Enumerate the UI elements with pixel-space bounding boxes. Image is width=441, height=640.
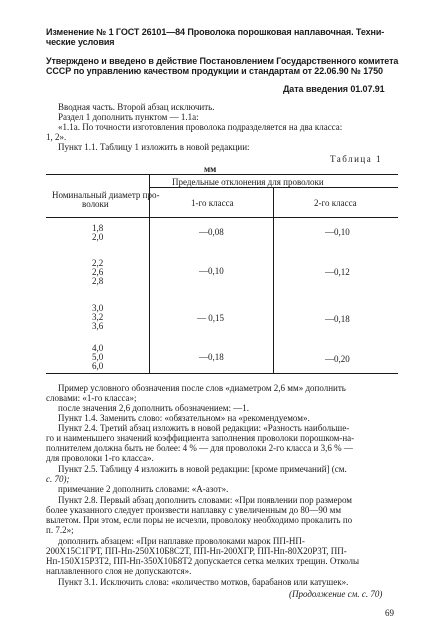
table-rule — [46, 373, 398, 374]
intro-line: «1.1а. По точности изготовления проволока подразделяется на два класса: — [58, 122, 343, 132]
table-cell-diameter: 2,8 — [92, 276, 104, 286]
approval-line1: Утверждено и введено в действие Постановлением Государственного комитета — [46, 56, 399, 66]
table-cell-class1: — 0,15 — [197, 313, 224, 323]
col-header-class2: 2-го класса — [314, 198, 357, 208]
body-line: Пункт 3.1. Исключить слова: «количество мотков, барабанов или катушек». — [58, 577, 349, 587]
page-number: 69 — [385, 608, 394, 618]
table-rule — [149, 174, 150, 373]
body-line: для проволоки 1-го класса». — [46, 453, 154, 463]
table-cell-class1: —0,08 — [199, 227, 224, 237]
body-line: Пример условного обозначения после слов «диаметром 2,6 мм» дополнить — [58, 383, 346, 393]
body-line: вылетом. При этом, если поры не исчезли, проволоку необходимо прокалить по — [46, 515, 353, 525]
group-header: Предельные отклонения для проволоки — [172, 177, 324, 187]
body-line: полнителем должна быть не более: 4 % — для проволоки 2-го класса и 3,6 % — — [46, 443, 353, 453]
table-cell-class1: —0,10 — [199, 266, 224, 276]
intro-line: Раздел 1 дополнить пунктом — 1.1а: — [58, 112, 199, 122]
table-cell-class2: —0,20 — [325, 354, 350, 364]
col-header-diameter: волоки — [82, 199, 109, 209]
body-line: более указанного следует произвести наплавку с увеличенным до 80—90 мм — [46, 505, 342, 515]
table-cell-class2: —0,12 — [325, 267, 350, 277]
approval-line2: СССР по управлению качеством продукции и стандартам от 22.06.90 № 1750 — [46, 66, 383, 76]
table-cell-diameter: 1,8 — [92, 223, 104, 233]
table-caption: Таблица 1 — [330, 154, 382, 164]
header-title-line1: Изменение № 1 ГОСТ 26101—84 Проволока порошковая наплавочная. Техни- — [46, 27, 385, 37]
body-line: после значения 2,6 дополнить обозначением: —1. — [58, 403, 249, 413]
table-cell-diameter: 4,0 — [92, 343, 104, 353]
body-line: Нп-150Х15Р3Т2, ПП-Нп-350Х10Б8Т2 допускается сетка мелких трещин. Отколы — [46, 556, 360, 566]
table-cell-diameter: 3,2 — [92, 312, 104, 322]
body-line: п. 7.2»; — [46, 525, 74, 535]
table-cell-diameter: 2,2 — [92, 258, 104, 268]
body-line: словами: «1-го класса»; — [46, 393, 137, 403]
table-cell-class2: —0,18 — [325, 314, 350, 324]
body-line: го и наименьшего значений коэффициента заполнения проволоки порошком-на- — [46, 433, 355, 443]
body-line: примечание 2 дополнить словами: «А-азот». — [58, 484, 229, 494]
header-title-line2: ческие условия — [46, 37, 115, 47]
col-header-diameter: Номинальный диаметр про- — [52, 190, 160, 200]
continuation-note: (Продолжение см. с. 70) — [289, 589, 383, 599]
intro-line: 1, 2». — [46, 132, 67, 142]
intro-line: Пункт 1.1. Таблицу 1 изложить в новой редакции: — [58, 142, 250, 152]
table-cell-diameter: 3,0 — [92, 303, 104, 313]
table-cell-diameter: 5,0 — [92, 352, 104, 362]
table-cell-class2: —0,10 — [325, 227, 350, 237]
body-line: с. 70); — [46, 474, 70, 484]
table-cell-class1: —0,18 — [199, 352, 224, 362]
intro-line: Вводная часть. Второй абзац исключить. — [58, 102, 215, 112]
table-rule — [273, 187, 274, 373]
table-rule — [46, 174, 398, 175]
table-unit: мм — [204, 164, 217, 174]
col-header-class1: 1-го класса — [191, 198, 234, 208]
body-line: Пункт 2.8. Первый абзац дополнить словами: «При появлении пор размером — [58, 495, 352, 505]
body-line: наплавленного слоя не допускаются». — [46, 566, 192, 576]
table-cell-diameter: 2,0 — [92, 232, 104, 242]
body-line: Пункт 2.5. Таблицу 4 изложить в новой редакции: [кроме примечаний] (см. — [58, 464, 347, 474]
table-cell-diameter: 6,0 — [92, 361, 104, 371]
body-line: Пункт 1.4. Заменить слово: «обязательном» на «рекомендуемом». — [58, 413, 310, 423]
body-line: дополнить абзацем: «При наплавке проволоками марок ПП-НП- — [58, 536, 305, 546]
table-cell-diameter: 3,6 — [92, 321, 104, 331]
effective-date: Дата введения 01.07.91 — [283, 84, 385, 94]
table-rule — [46, 217, 398, 218]
body-line: 200Х15С1ГРТ, ПП-Нп-250Х10Б8С2Т, ПП-Нп-200ХГР, ПП-Нп-80Х20Р3Т, ПП- — [46, 546, 347, 556]
table-cell-diameter: 2,6 — [92, 267, 104, 277]
body-line: Пункт 2.4. Третий абзац изложить в новой редакции: «Разность наибольше- — [58, 423, 350, 433]
